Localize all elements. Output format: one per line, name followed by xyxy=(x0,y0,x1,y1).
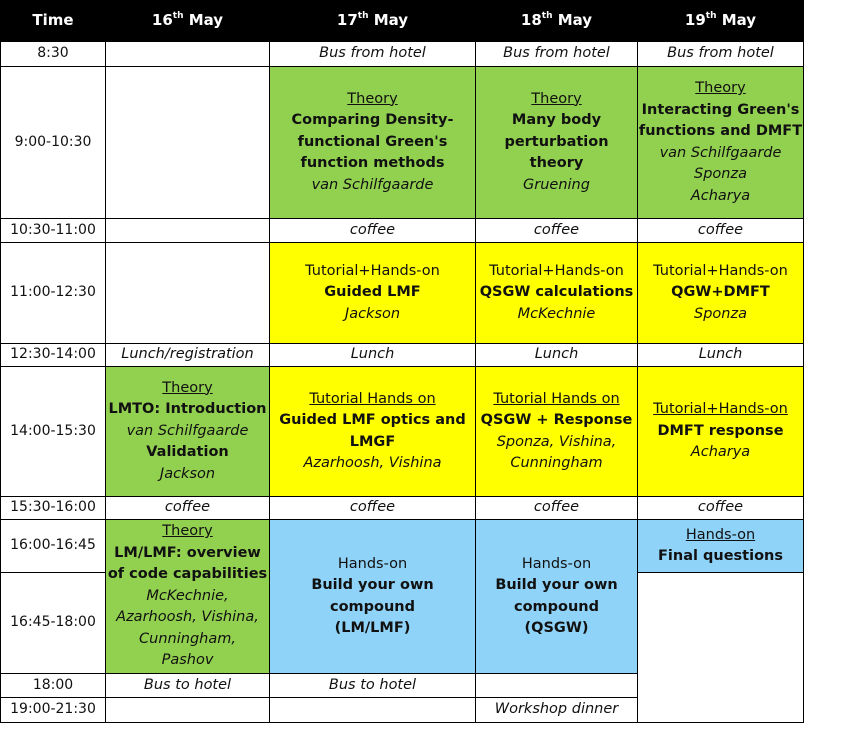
session-text: Azarhoosh, Vishina, xyxy=(116,609,259,626)
session-cell xyxy=(105,519,270,674)
session-cell xyxy=(105,673,270,698)
header-day: 19th May xyxy=(637,0,804,42)
session-text: Acharya xyxy=(690,187,751,204)
session-text: Tutorial Hands on xyxy=(493,390,620,407)
session-text: Guided LMF xyxy=(324,284,421,301)
session-cell xyxy=(269,496,476,520)
session-cell xyxy=(105,496,270,520)
session-text: Final questions xyxy=(658,548,783,564)
session-text: Jackson xyxy=(344,305,401,322)
session-cell xyxy=(637,366,804,497)
session-text: Bus from hotel xyxy=(319,45,426,62)
empty-cell xyxy=(269,697,476,723)
session-text: Lunch xyxy=(534,346,579,363)
session-cell xyxy=(475,218,638,243)
session-text: Acharya xyxy=(690,444,751,461)
session-text: compound xyxy=(513,598,600,615)
session-cell xyxy=(269,242,476,344)
session-text: Tutorial+Hands-on xyxy=(653,262,788,279)
session-cell xyxy=(475,519,638,674)
time-slot: 10:30-11:00 xyxy=(0,218,106,243)
session-text: Theory xyxy=(695,80,746,96)
session-text: Workshop dinner xyxy=(494,701,619,718)
session-text: Build your own xyxy=(311,577,434,593)
session-text: Tutorial+Hands-on xyxy=(653,401,788,418)
session-text: coffee xyxy=(533,221,580,238)
session-text: coffee xyxy=(349,499,396,516)
session-cell xyxy=(475,496,638,520)
session-text: (LM/LMF) xyxy=(334,620,411,636)
time-slot: 16:00-16:45 xyxy=(0,519,106,573)
session-cell xyxy=(105,366,270,497)
session-cell xyxy=(637,242,804,344)
session-text: QSGW + Response xyxy=(480,412,633,428)
session-text: McKechnie, xyxy=(146,587,229,604)
session-text: Guided LMF optics and xyxy=(279,412,466,428)
session-text: QSGW calculations xyxy=(479,284,634,301)
session-text: Theory xyxy=(531,90,582,107)
header-day: 18th May xyxy=(475,0,638,42)
time-slot: 9:00-10:30 xyxy=(0,66,106,219)
session-text: LM/LMF: overview xyxy=(114,544,261,561)
time-slot: 8:30 xyxy=(0,41,106,67)
session-text: Validation xyxy=(146,444,229,461)
session-cell xyxy=(105,343,270,367)
session-text: perturbation xyxy=(504,133,609,150)
session-text: Build your own xyxy=(495,577,618,593)
session-text: coffee xyxy=(349,221,396,238)
session-text: functional Green's xyxy=(297,133,448,150)
session-text: Bus to hotel xyxy=(143,676,232,693)
session-text: Cunningham, xyxy=(139,630,236,647)
session-text: Tutorial Hands on xyxy=(309,390,436,407)
time-slot: 14:00-15:30 xyxy=(0,366,106,497)
time-slot: 18:00 xyxy=(0,673,106,698)
session-text: Jackson xyxy=(159,465,216,482)
session-cell xyxy=(637,41,804,67)
session-cell xyxy=(269,41,476,67)
session-text: Hands-on xyxy=(337,555,408,572)
empty-cell xyxy=(105,218,270,243)
session-cell xyxy=(475,41,638,67)
session-text: Theory xyxy=(162,379,213,396)
empty-cell xyxy=(475,673,638,698)
session-text: Comparing Density- xyxy=(291,112,454,129)
session-text: LMTO: Introduction xyxy=(108,401,267,418)
session-text: Lunch/registration xyxy=(121,346,254,363)
session-cell xyxy=(637,66,804,219)
session-text: QGW+DMFT xyxy=(671,284,770,301)
session-cell xyxy=(475,66,638,219)
session-text: Sponza xyxy=(694,166,747,182)
session-cell xyxy=(269,343,476,367)
session-text: Sponza, Vishina, xyxy=(496,433,617,450)
empty-cell xyxy=(105,66,270,219)
time-slot: 19:00-21:30 xyxy=(0,697,106,723)
session-text: Interacting Green's xyxy=(641,101,800,118)
session-text: coffee xyxy=(533,499,580,516)
session-text: Bus from hotel xyxy=(667,45,774,62)
session-cell xyxy=(637,519,804,573)
session-cell xyxy=(637,343,804,367)
session-cell xyxy=(637,218,804,243)
session-cell xyxy=(475,697,638,723)
header-day: 16th May xyxy=(105,0,270,42)
session-cell xyxy=(637,496,804,520)
session-text: McKechnie xyxy=(517,305,596,322)
session-text: Theory xyxy=(347,90,398,107)
session-text: coffee xyxy=(697,499,744,516)
session-text: DMFT response xyxy=(657,422,784,439)
time-slot: 12:30-14:00 xyxy=(0,343,106,367)
session-text: Tutorial+Hands-on xyxy=(489,262,624,279)
session-text: Hands-on xyxy=(521,555,592,572)
session-text: compound xyxy=(329,598,416,615)
time-slot: 11:00-12:30 xyxy=(0,242,106,344)
session-text: (QSGW) xyxy=(524,620,589,636)
session-cell xyxy=(475,343,638,367)
session-text: Many body xyxy=(511,112,602,129)
session-text: Tutorial+Hands-on xyxy=(305,262,440,279)
header-day: 17th May xyxy=(269,0,476,42)
session-text: theory xyxy=(529,155,584,172)
session-text: van Schilfgaarde xyxy=(311,176,434,193)
session-text: Theory xyxy=(162,523,213,540)
empty-cell xyxy=(105,697,270,723)
empty-cell xyxy=(105,41,270,67)
session-cell xyxy=(269,218,476,243)
session-text: Pashov xyxy=(161,652,214,669)
session-cell xyxy=(269,519,476,674)
session-text: Lunch xyxy=(350,346,395,363)
session-cell xyxy=(475,242,638,344)
session-text: of code capabilities xyxy=(107,566,268,583)
time-slot: 16:45-18:00 xyxy=(0,572,106,674)
empty-cell xyxy=(637,572,804,723)
session-text: van Schilfgaarde xyxy=(126,422,249,439)
session-text: LMGF xyxy=(349,433,396,450)
session-text: van Schilfgaarde xyxy=(659,144,782,161)
session-text: function methods xyxy=(300,155,445,172)
session-text: Sponza xyxy=(694,305,747,322)
session-text: coffee xyxy=(164,499,211,516)
session-text: functions and DMFT xyxy=(638,123,803,139)
time-slot: 15:30-16:00 xyxy=(0,496,106,520)
session-text: Hands-on xyxy=(685,526,756,543)
session-text: Azarhoosh, Vishina xyxy=(303,455,442,471)
session-cell xyxy=(269,66,476,219)
session-cell xyxy=(475,366,638,497)
header-time: Time xyxy=(0,0,106,42)
session-text: Bus to hotel xyxy=(328,676,417,693)
session-cell xyxy=(269,673,476,698)
session-text: coffee xyxy=(697,221,744,238)
session-text: Lunch xyxy=(698,346,743,363)
session-text: Cunningham xyxy=(510,455,603,471)
session-text: Gruening xyxy=(523,176,590,193)
session-text: Bus from hotel xyxy=(503,45,610,62)
empty-cell xyxy=(105,242,270,344)
session-cell xyxy=(269,366,476,497)
